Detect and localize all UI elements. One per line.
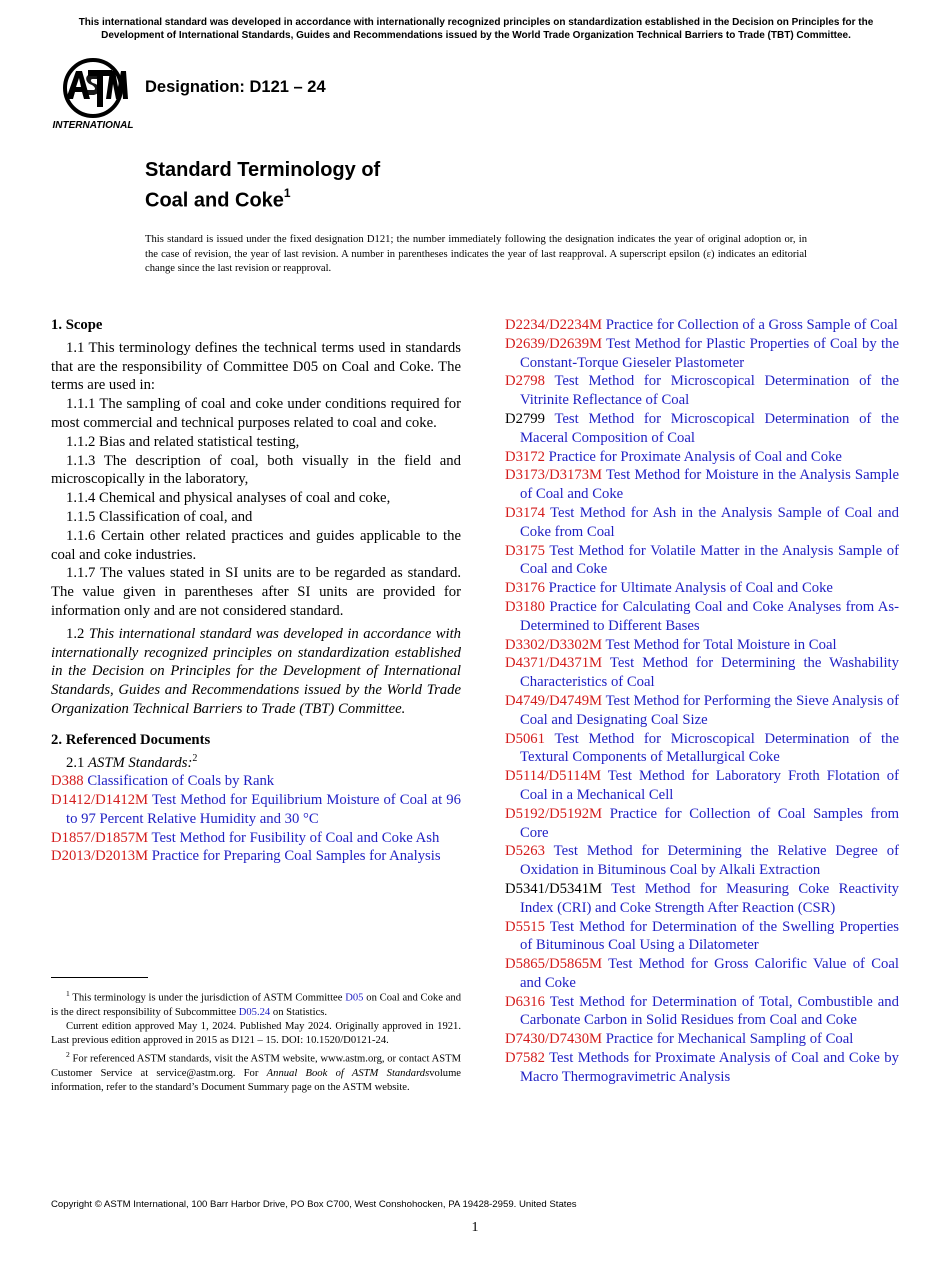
reference-item xyxy=(505,842,899,880)
reference-item xyxy=(505,1049,899,1087)
reference-title-link[interactable]: Test Method for Moisture in the Analysis Sample of Coal and Coke xyxy=(520,467,899,503)
right-reference-list xyxy=(505,316,899,1087)
reference-code-link[interactable]: D3175 xyxy=(505,542,545,559)
reference-code-link[interactable]: D5865/D5865M xyxy=(505,956,603,973)
reference-code-link[interactable]: D2234/D2234M xyxy=(505,317,603,333)
reference-title-link[interactable]: Test Method for Fusibility of Coal and Coke Ash xyxy=(151,829,440,846)
reference-code-link[interactable]: D6316 xyxy=(505,993,545,1010)
scope-paragraph: 1.1.4 Chemical and physical analyses of coal and coke, xyxy=(66,490,391,507)
reference-item xyxy=(505,542,899,580)
reference-item xyxy=(51,791,461,829)
reference-item xyxy=(505,918,899,956)
reference-title-link[interactable]: Test Method for Determination of the Swelling Properties of Bituminous Coal Using a Dilatometer xyxy=(520,918,899,954)
reference-title-link[interactable]: Test Methods for Proximate Analysis of Coal and Coke by Macro Thermogravimetric Analysis xyxy=(520,1050,899,1085)
footnote-text: This terminology is under the jurisdiction of ASTM Committee xyxy=(72,992,343,1004)
reference-item xyxy=(505,805,899,843)
reference-title-link[interactable]: Practice for Ultimate Analysis of Coal and Coke xyxy=(548,580,833,597)
top-notice: This international standard was developed in accordance with internationally recognized principles on standardization established in the Decision on Principles for the Development of International Standards, Guides and Recommendations issued by the World Trade Organization Technical Barriers to Trade (TBT) Committee. xyxy=(78,17,874,41)
reference-item xyxy=(51,847,461,866)
reference-item xyxy=(505,335,899,373)
scope-heading: 1. Scope xyxy=(51,317,103,333)
scope-paragraph: 1.1.5 Classification of coal, and xyxy=(66,508,253,525)
reference-item xyxy=(505,767,899,805)
reference-title-link[interactable]: Test Method for Volatile Matter in the Analysis Sample of Coal and Coke xyxy=(520,542,899,578)
reference-item xyxy=(505,372,899,410)
page-title xyxy=(145,158,380,214)
reference-code-link[interactable]: D7582 xyxy=(505,1050,545,1067)
reference-item xyxy=(505,880,899,918)
footnote-text: For referenced ASTM standards, visit the ASTM website, www.astm.org, or contact ASTM Customer Service at service@astm.org. For xyxy=(51,1053,462,1080)
reference-title-link[interactable]: Practice for Preparing Coal Samples for Analysis xyxy=(151,848,441,865)
designation: Designation: D121 – 24 xyxy=(145,78,326,96)
referenced-documents-heading: 2. Referenced Documents xyxy=(51,731,211,748)
reference-item xyxy=(505,636,899,655)
committee-link[interactable]: D05 xyxy=(345,992,364,1004)
footnote-mark: 2 xyxy=(192,752,198,764)
left-reference-list xyxy=(51,772,461,866)
astm-standards-label: ASTM Standards: xyxy=(88,754,193,771)
reference-title-link[interactable]: Classification of Coals by Rank xyxy=(87,773,275,790)
right-column xyxy=(505,316,899,1087)
reference-code-link[interactable]: D4749/D4749M xyxy=(505,692,603,709)
reference-code-link[interactable]: D5515 xyxy=(505,918,545,935)
reference-item xyxy=(51,829,461,848)
scope-paragraph: 1.1.1 The sampling of coal and coke under conditions required for most commercial and technical purposes related to coal and coke. xyxy=(51,396,461,431)
reference-code-link[interactable]: D4371/D4371M xyxy=(505,655,603,672)
reference-title-link[interactable]: Test Method for Total Moisture in Coal xyxy=(605,636,837,653)
reference-code-link[interactable]: D1412/D1412M xyxy=(51,792,149,809)
left-column xyxy=(51,316,461,866)
copyright: Copyright © ASTM International, 100 Barr Harbor Drive, PO Box C700, West Conshohocken, PA 19428-2959. United States xyxy=(51,1199,577,1210)
scope-paragraph: 1.1.6 Certain other related practices and guides applicable to the coal and coke industries. xyxy=(51,527,461,563)
reference-title-link[interactable]: Test Method for Determining the Washability Characteristics of Coal xyxy=(520,655,899,691)
reference-code-link[interactable]: D2798 xyxy=(505,373,545,390)
reference-title-link[interactable]: Test Method for Determining the Relative Degree of Oxidation in Bituminous Coal by Alkali Extraction xyxy=(520,843,899,879)
reference-title-link[interactable]: Test Method for Microscopical Determination of the Vitrinite Reflectance of Coal xyxy=(520,373,899,409)
reference-item xyxy=(505,579,899,598)
reference-code-link[interactable]: D2013/D2013M xyxy=(51,848,149,865)
footnote-text: volume information, refer to the standard’s Document Summary page on the ASTM website. xyxy=(51,1068,462,1094)
reference-item xyxy=(505,955,899,993)
reference-code-link[interactable]: D2799 xyxy=(505,410,545,427)
page-number: 1 xyxy=(471,1220,479,1235)
reference-title-link[interactable]: Test Method for Laboratory Froth Flotation of Coal in a Mechanical Cell xyxy=(520,768,899,803)
reference-item xyxy=(505,993,899,1031)
reference-code-link[interactable]: D3173/D3173M xyxy=(505,467,603,484)
paragraph-number: 1.2 xyxy=(66,625,85,642)
reference-code-link[interactable]: D1857/D1857M xyxy=(51,829,149,846)
reference-code-link[interactable]: D3302/D3302M xyxy=(505,636,603,653)
reference-code-link[interactable]: D5114/D5114M xyxy=(505,768,602,785)
reference-title-link[interactable]: Test Method for Plastic Properties of Coal by the Constant-Torque Gieseler Plastometer xyxy=(520,335,899,371)
reference-code-link[interactable]: D3172 xyxy=(505,448,545,465)
scope-paragraph: 1.1 This terminology defines the technical terms used in standards that are the responsibility of Committee D05 on Coal and Coke. The terms are used in: xyxy=(51,339,461,394)
subcommittee-link[interactable]: D05.24 xyxy=(238,1006,271,1018)
footnote-2 xyxy=(51,1048,461,1095)
reference-item xyxy=(505,504,899,542)
reference-code-link[interactable]: D5263 xyxy=(505,843,545,860)
reference-code-link[interactable]: D7430/D7430M xyxy=(505,1031,603,1048)
astm-logo-graphic xyxy=(52,57,134,131)
reference-title-link[interactable]: Test Method for Measuring Coke Reactivity Index (CRI) and Coke Strength After Reaction (CSR) xyxy=(520,880,899,916)
title-line-2 xyxy=(145,183,380,214)
reference-title-link[interactable]: Practice for Collection of a Gross Sample of Coal xyxy=(605,317,898,333)
scope-paragraph: 1.1.3 The description of coal, both visually in the field and microscopically in the laboratory, xyxy=(51,452,461,488)
footnote-number: 1 xyxy=(66,989,70,998)
issue-notice: This standard is issued under the fixed designation D121; the number immediately following the designation indicates the year of original adoption or, in the case of revision, the year of last revision. A number in parentheses indicates the year of last reapproval. A superscript epsilon (ε) indicates an editorial change since the last revision or reapproval. xyxy=(145,234,807,275)
wto-statement: This international standard was developed in accordance with internationally recognized principles on standardization established in the Decision on Principles for the Development of International Standards, Guides and Recommendations issued by the World Trade Organization Technical Barriers to Trade (TBT) Committee. xyxy=(51,625,461,717)
reference-title-link[interactable]: Test Method for Microscopical Determination of the Textural Components of Metallurgical Coke xyxy=(520,730,899,766)
reference-title-link[interactable]: Test Method for Performing the Sieve Analysis of Coal and Designating Coal Size xyxy=(520,692,899,728)
reference-item xyxy=(505,598,899,636)
footnotes xyxy=(51,987,461,1095)
reference-code-link[interactable]: D3180 xyxy=(505,598,545,615)
reference-code-link[interactable]: D5061 xyxy=(505,730,545,747)
reference-title-link[interactable]: Practice for Proximate Analysis of Coal and Coke xyxy=(548,448,842,465)
scope-paragraph: 1.1.7 The values stated in SI units are to be regarded as standard. The value given in parentheses after SI units are provided for information only and are not considered standard. xyxy=(51,565,461,619)
title-line-2-text: Coal and Coke xyxy=(145,189,284,212)
reference-title-link[interactable]: Test Method for Ash in the Analysis Sample of Coal and Coke from Coal xyxy=(520,504,899,540)
reference-item xyxy=(51,772,461,791)
reference-title-link[interactable]: Test Method for Equilibrium Moisture of Coal at 96 to 97 Percent Relative Humidity and 30 °C xyxy=(66,792,461,827)
reference-code-link[interactable]: D5341/D5341M xyxy=(505,880,603,897)
footnote-italic: Annual Book of ASTM Standards xyxy=(266,1068,430,1080)
reference-title-link[interactable]: Test Method for Gross Calorific Value of Coal and Coke xyxy=(520,956,899,991)
scope-paragraph: 1.1.2 Bias and related statistical testing, xyxy=(66,433,300,450)
reference-item xyxy=(505,654,899,692)
reference-code-link[interactable]: D3176 xyxy=(505,580,545,597)
footnote-number: 2 xyxy=(66,1050,70,1060)
astm-standards-subheading xyxy=(51,750,461,773)
scope-paragraph-1-2 xyxy=(51,625,461,719)
footnote-text: on Statistics. xyxy=(272,1006,328,1018)
footnote-text: on Coal and Coke and is the direct responsibility of Subcommittee xyxy=(51,992,461,1018)
reference-title-link[interactable]: Test Method for Determination of Total, Combustible and Carbonate Carbon in Solid Residues from Coal and Coke xyxy=(520,993,899,1029)
reference-item xyxy=(505,316,899,335)
footnote-divider xyxy=(51,977,148,978)
title-footnote-mark: 1 xyxy=(283,186,291,200)
title-line-1: Standard Terminology of xyxy=(145,159,381,181)
logo-subtitle: INTERNATIONAL xyxy=(52,120,134,131)
footnote-1 xyxy=(51,987,461,1020)
reference-code-link[interactable]: D388 xyxy=(51,773,84,790)
reference-item xyxy=(505,410,899,448)
reference-title-link[interactable]: Test Method for Microscopical Determination of the Maceral Composition of Coal xyxy=(520,410,899,446)
reference-title-link[interactable]: Practice for Mechanical Sampling of Coal xyxy=(605,1031,854,1048)
reference-code-link[interactable]: D2639/D2639M xyxy=(505,335,603,352)
reference-code-link[interactable]: D3174 xyxy=(505,504,545,521)
reference-item xyxy=(505,466,899,504)
astm-logo xyxy=(52,57,134,131)
paragraph-number: 2.1 xyxy=(66,754,85,771)
reference-item xyxy=(505,1030,899,1049)
reference-title-link[interactable]: Practice for Collection of Coal Samples from Core xyxy=(520,805,899,841)
reference-code-link[interactable]: D5192/D5192M xyxy=(505,805,603,822)
footnote-1-edition: Current edition approved May 1, 2024. Published May 2024. Originally approved in 1921. Last previous edition approved in 2015 as D121 – 15. DOI: 10.1520/D0121-24. xyxy=(51,1020,461,1047)
reference-title-link[interactable]: Practice for Calculating Coal and Coke Analyses from As-Determined to Different Bases xyxy=(520,598,899,634)
reference-item xyxy=(505,448,899,467)
reference-item xyxy=(505,692,899,730)
reference-item xyxy=(505,730,899,768)
